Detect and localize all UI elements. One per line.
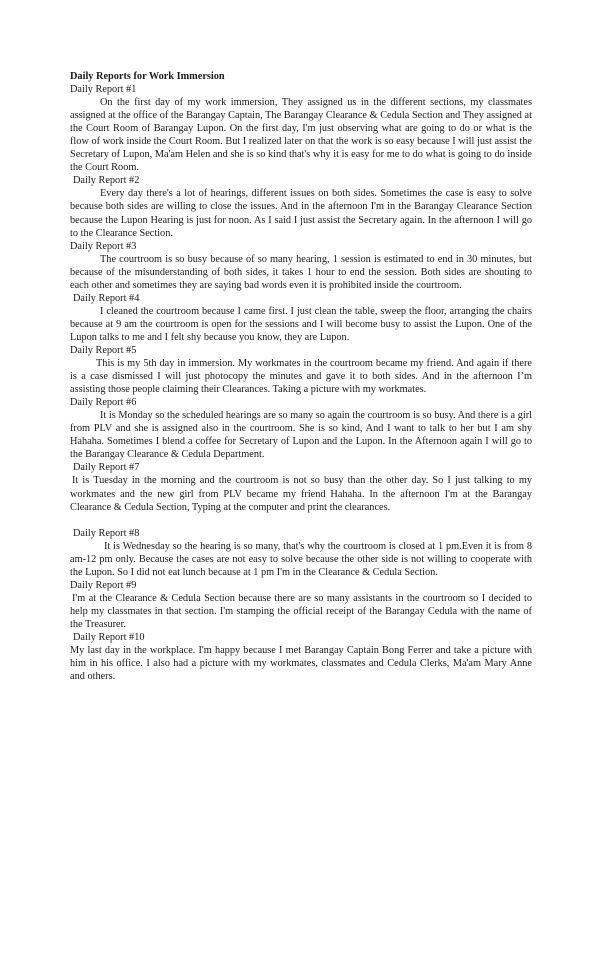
report-heading-6: Daily Report #6 [70,397,137,409]
report-text-10: My last day in the workplace. I'm happy because I met Barangay Captain Bong Ferrer and take a picture with him in his office. I also had a picture with my workmates, classmates and Cedula Clerks, Ma'am Mary Anne and others. [70,645,532,683]
report-text-1: On the first day of my work immersion, They assigned us in the different sections, my classmates assigned at the office of the Barangay Captain, The Barangay Clearance & Cedula Section and They assigned at the Court Room of Barangay Lupon. On the first day, I'm just observing what are going to do or what is the flow of work inside the Court Room. But I realized later on that the work is so easy because I will just assist the Secretary of Lupon, Ma'am Helen and she is so kind that's why it is easy for me to do what is going to do inside the Court Room. [70,97,532,174]
report-heading-10: Daily Report #10 [73,631,145,643]
document-title: Daily Reports for Work Immersion [70,71,225,82]
report-heading-3: Daily Report #3 [70,240,137,252]
report-text-5: This is my 5th day in immersion. My workmates in the courtroom became my friend. And again if there is a case dismissed I will just photocopy the minutes and gave it to both sides. And in the afternoon I’m assisting those people claiming their Clearances. Taking a picture with my workmates. [70,358,532,396]
report-text-7: It is Tuesday in the morning and the courtroom is not so busy than the other day. So I just talking to my workmates and the new girl from PLV became my friend Hahaha. In the afternoon I'm at the Barangay Clearance & Cedula Section, Typing at the computer and print the clearances. [70,475,532,513]
report-text-3: The courtroom is so busy because of so many hearing, 1 session is estimated to end in 30 minutes, but because of the misunderstanding of both sides, it takes 1 hour to end the session. Both sides are shouting to each other and sometimes they are saying bad words even it is prohibited inside the courtroom. [70,253,532,291]
report-text-8: It is Wednesday so the hearing is so many, that's why the courtroom is closed at 1 pm.Even it is from 8 am-12 pm only. Because the cases are not easy to solve because the other side is not willing to cooperate with the Lupon. So I did not eat lunch because at 1 pm I'm in the Clearance & Cedula Section. [70,540,532,578]
report-heading-1: Daily Report #1 [70,84,137,96]
report-text-2: Every day there's a lot of hearings, different issues on both sides. Sometimes the case is easy to solve because both sides are willing to close the issues. And in the afternoon I'm in the Barangay Clearance Section because the Lupon Hearing is just for noon. As I said I just assist the Secretary again. In the afternoon I will go to the Clearance Section. [70,188,532,239]
report-text-9: I'm at the Clearance & Cedula Section because there are so many assistants in the courtroom so I decided to help my classmates in that section. I'm stamping the official receipt of the Barangay Cedula with the name of the Treasurer. [70,592,532,630]
report-text-6: It is Monday so the scheduled hearings are so many so again the courtroom is so busy. And there is a girl from PLV and she is assigned also in the courtroom. She is so kind, And I want to talk to her but I am shy Hahaha. Sometimes I blend a coffee for Secretary of Lupon and the Lupon. In the Afternoon again I will go to the Barangay Clearance & Cedula Department. [70,410,532,461]
section-gap [70,514,532,527]
report-heading-8: Daily Report #8 [73,527,140,539]
report-heading-5: Daily Report #5 [70,344,137,356]
report-text-4: I cleaned the courtroom because I came first. I just clean the table, sweep the floor, arranging the chairs because at 9 am the courtroom is open for the sessions and I will become busy to assist the Lupon. One of the Lupon talks to me and I felt shy because you know, they are Lupon. [70,305,532,343]
report-heading-2: Daily Report #2 [73,175,140,187]
report-heading-7: Daily Report #7 [73,462,140,474]
report-heading-4: Daily Report #4 [73,292,140,304]
document-body [70,70,532,683]
report-heading-9: Daily Report #9 [70,579,137,591]
